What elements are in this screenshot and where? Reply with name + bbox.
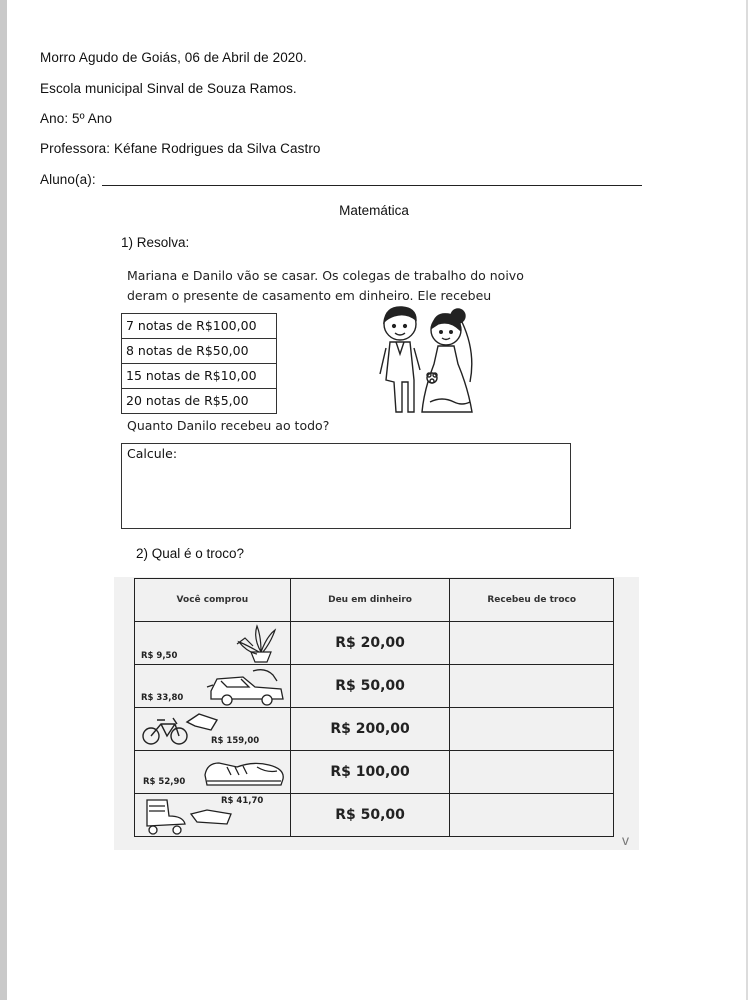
item-cell — [135, 794, 291, 837]
school-year: Ano: 5º Ano — [40, 111, 113, 126]
calc-label: Calcule: — [127, 446, 178, 461]
change-answer-cell[interactable] — [450, 622, 614, 665]
question-2-title: 2) Qual é o troco? — [136, 546, 245, 561]
school-name: Escola municipal Sinval de Souza Ramos. — [40, 81, 297, 96]
corner-mark: v — [622, 832, 629, 848]
paid-cell: R$ 20,00 — [290, 622, 450, 665]
note-row: 15 notas de R$10,00 — [122, 364, 276, 389]
note-row: 7 notas de R$100,00 — [122, 314, 276, 339]
table-row — [135, 708, 614, 751]
change-answer-cell[interactable] — [450, 665, 614, 708]
subject-title: Matemática — [339, 203, 409, 218]
student-label: Aluno(a): — [40, 172, 96, 187]
change-answer-cell[interactable] — [450, 708, 614, 751]
paid-cell: R$ 50,00 — [290, 665, 450, 708]
item-cell — [135, 665, 291, 708]
item-cell — [135, 751, 291, 794]
change-answer-cell[interactable] — [450, 794, 614, 837]
paid-cell: R$ 50,00 — [290, 794, 450, 837]
header-change: Recebeu de troco — [450, 579, 614, 622]
paid-cell: R$ 100,00 — [290, 751, 450, 794]
student-name-line[interactable] — [102, 185, 642, 186]
item-price: R$ 9,50 — [141, 651, 178, 661]
calculation-box[interactable] — [121, 443, 571, 529]
item-price: R$ 159,00 — [211, 736, 260, 746]
sneaker-icon — [197, 753, 291, 793]
note-row: 20 notas de R$5,00 — [126, 393, 249, 408]
paid-cell: R$ 200,00 — [290, 708, 450, 751]
money-notes-table — [121, 313, 277, 414]
item-cell — [135, 622, 291, 665]
header-bought: Você comprou — [135, 579, 291, 622]
change-table — [134, 578, 614, 837]
item-price: R$ 33,80 — [141, 693, 184, 703]
table-row — [135, 794, 614, 837]
note-row: 8 notas de R$50,00 — [122, 339, 276, 364]
teacher-name: Professora: Kéfane Rodrigues da Silva Castro — [40, 141, 321, 156]
item-cell — [135, 708, 291, 751]
change-answer-cell[interactable] — [450, 751, 614, 794]
location-date: Morro Agudo de Goiás, 06 de Abril de 2020. — [40, 50, 307, 65]
bride-groom-illustration — [372, 302, 492, 420]
table-row — [135, 751, 614, 794]
plant-icon — [233, 622, 283, 664]
page-left-edge — [0, 0, 7, 1000]
problem-question: Quanto Danilo recebeu ao todo? — [127, 418, 330, 433]
toy-car-icon — [203, 667, 291, 707]
question-1-title: 1) Resolva: — [121, 235, 190, 250]
table-row — [135, 622, 614, 665]
table-row — [135, 665, 614, 708]
problem-text-line-2: deram o presente de casamento em dinheiro. Ele recebeu — [127, 288, 492, 303]
item-price: R$ 41,70 — [221, 796, 264, 806]
problem-text-line-1: Mariana e Danilo vão se casar. Os colegas de trabalho do noivo — [127, 268, 524, 283]
header-paid: Deu em dinheiro — [290, 579, 450, 622]
item-price: R$ 52,90 — [143, 777, 186, 787]
